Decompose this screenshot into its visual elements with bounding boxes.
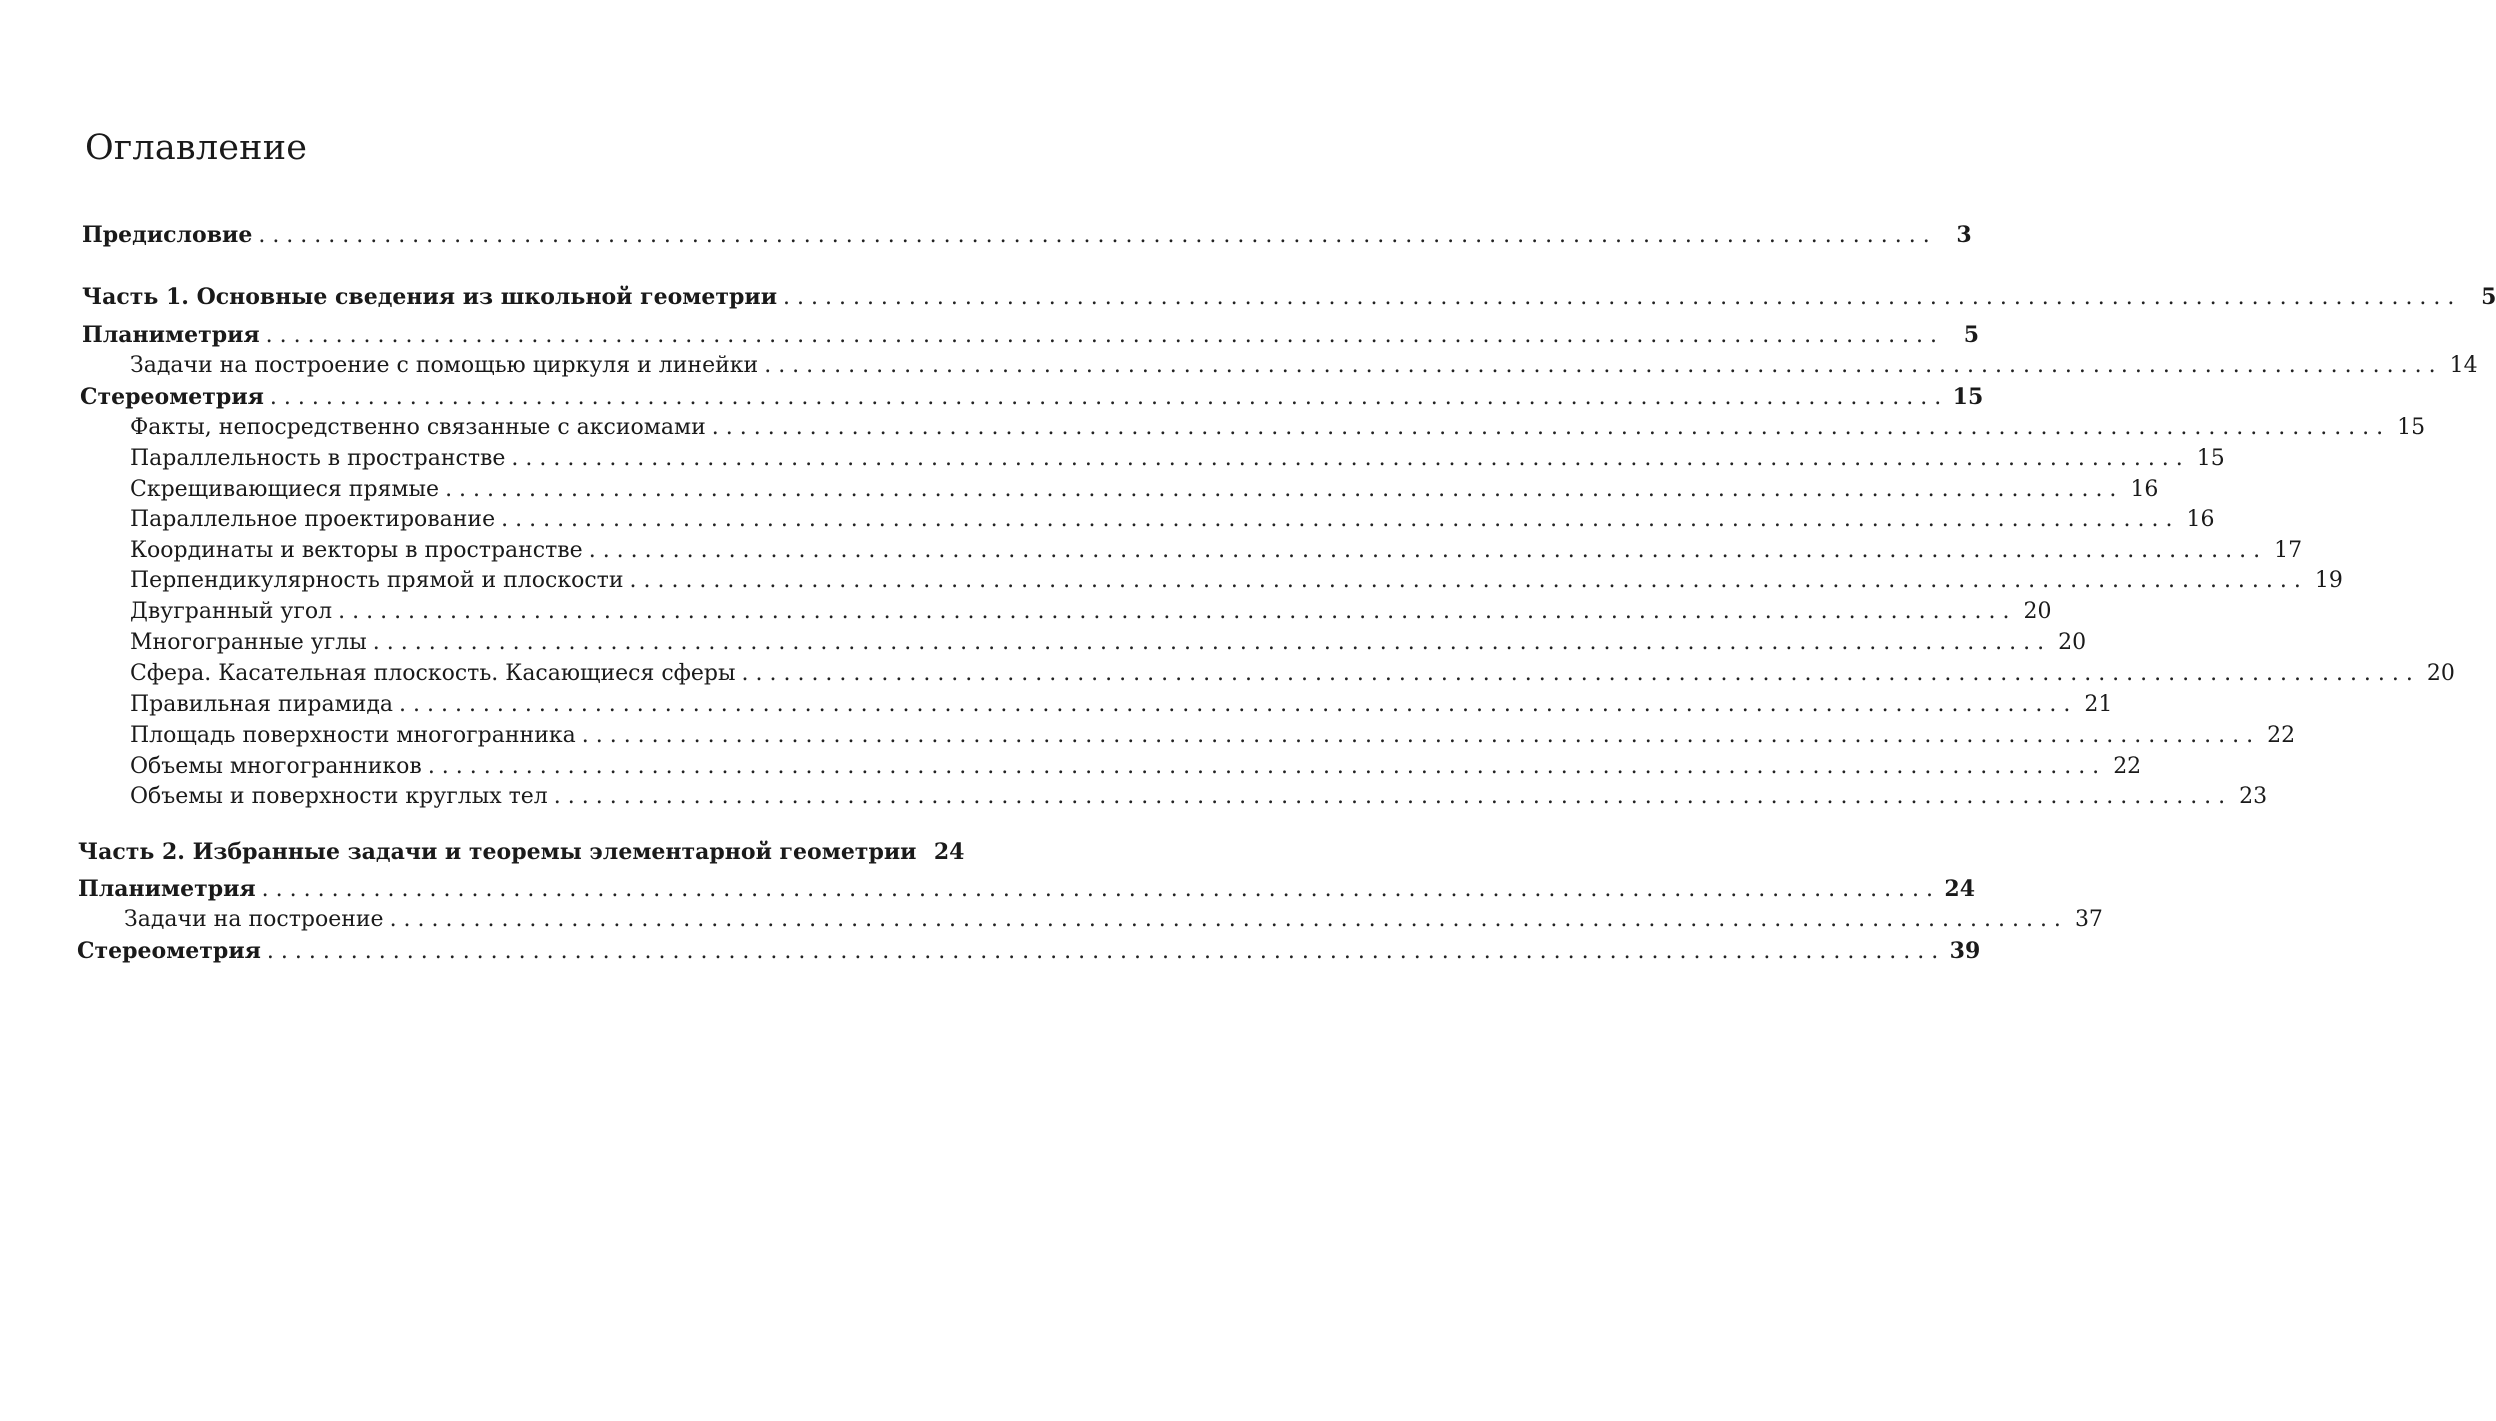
toc-entry-skew-lines[interactable] (130, 475, 2159, 505)
leader-dots: . . . . . . . . . . . . . . . . . . . . . . . . . . . . . . . . . . . . . . . . . . . . . . . . . . . . . . . . . . . . . . . . . . . . . . . . . . . . . . . . . . . . . . . . . . . . . . . . . . . . . . . . . . . . . . . . . . . . . . . . (741, 661, 2413, 686)
toc-entry-label: Планиметрия (82, 322, 260, 348)
leader-dots: . . . . . . . . . . . . . . . . . . . . . . . . . . . . . . . . . . . . . . . . . . . . . . . . . . . . . . . . . . . . . . . . . . . . . . . . . . . . . . . . . . . . . . . . . . . . . . . . . . . . . . . . . . . . . . . . . . . . . . . . (783, 285, 2455, 310)
toc-entry-page: 20 (2023, 599, 2052, 624)
toc-entry-page: 22 (2113, 754, 2142, 779)
toc-entry-coordinates-vectors[interactable] (130, 536, 2303, 566)
leader-dots: . . . . . . . . . . . . . . . . . . . . . . . . . . . . . . . . . . . . . . . . . . . . . . . . . . . . . . . . . . . . . . . . . . . . . . . . . . . . . . . . . . . . . . . . . . . . . . . . . . . . . . . . . . . . . . . . . . . . . . . . (258, 223, 1930, 248)
leader-dots: . . . . . . . . . . . . . . . . . . . . . . . . . . . . . . . . . . . . . . . . . . . . . . . . . . . . . . . . . . . . . . . . . . . . . . . . . . . . . . . . . . . . . . . . . . . . . . . . . . . . . . . . . . . . . . . . . . . . . . . . (588, 538, 2261, 563)
toc-entry-label: Скрещивающиеся прямые (130, 477, 440, 502)
toc-entry-page: 22 (2267, 723, 2296, 748)
toc-entry-page: 5 (1963, 322, 1980, 348)
toc-entry-page: 24 (933, 839, 965, 865)
toc-entry-label: Параллельное проектирование (130, 507, 496, 532)
toc-entry-label: Двугранный угол (130, 599, 333, 624)
toc-entry-label: Координаты и векторы в пространстве (130, 538, 583, 563)
toc-entry-part-1[interactable] (82, 282, 2496, 312)
toc-entry-polyhedral-angles[interactable] (130, 628, 2087, 658)
toc-entry-page: 16 (2186, 507, 2215, 532)
toc-entry-planimetry-2[interactable] (78, 874, 1976, 904)
leader-dots: . . . . . . . . . . . . . . . . . . . . . . . . . . . . . . . . . . . . . . . . . . . . . . . . . . . . . . . . . . . . . . . . . . . . . . . . . . . . . . . . . . . . . . . . . . . . . . . . . . . . . . . . . . . . . . . . . . . . . . . . (764, 353, 2436, 378)
toc-entry-construction-compass[interactable] (130, 351, 2478, 381)
leader-dots: . . . . . . . . . . . . . . . . . . . . . . . . . . . . . . . . . . . . . . . . . . . . . . . . . . . . . . . . . . . . . . . . . . . . . . . . . . . . . . . . . . . . . . . . . . . . . . . . . . . . . . . . . . . . . . . . . . . . . . . . (389, 907, 2061, 932)
toc-entry-page: 5 (2481, 284, 2496, 310)
page-title: Оглавление (85, 128, 308, 168)
leader-dots: . . . . . . . . . . . . . . . . . . . . . . . . . . . . . . . . . . . . . . . . . . . . . . . . . . . . . . . . . . . . . . . . . . . . . . . . . . . . . . . . . . . . . . . . . . . . . . . . . . . . . . . . . . . . . . . . . . . . . . . . (399, 692, 2071, 717)
toc-entry-label: Планиметрия (78, 876, 256, 902)
toc-entry-parallel-projection[interactable] (130, 505, 2215, 535)
toc-entry-sphere[interactable] (130, 659, 2455, 689)
toc-entry-label: Перпендикулярность прямой и плоскости (130, 568, 624, 593)
toc-entry-page: 19 (2314, 568, 2343, 593)
leader-dots: . . . . . . . . . . . . . . . . . . . . . . . . . . . . . . . . . . . . . . . . . . . . . . . . . . . . . . . . . . . . . . . . . . . . . . . . . . . . . . . . . . . . . . . . . . . . . . . . . . . . . . . . . . . . . . . . . . . . . . . . (265, 323, 1938, 348)
leader-dots: . . . . . . . . . . . . . . . . . . . . . . . . . . . . . . . . . . . . . . . . . . . . . . . . . . . . . . . . . . . . . . . . . . . . . . . . . . . . . . . . . . . . . . . . . . . . . . . . . . . . . . . . . . . . . . . . . . . . . . . . (445, 477, 2117, 502)
toc-entry-page: 23 (2239, 784, 2268, 809)
toc-entry-label: Факты, непосредственно связанные с аксиомами (130, 415, 706, 440)
toc-entry-label: Правильная пирамида (130, 692, 394, 717)
toc-entry-label: Часть 2. Избранные задачи и теоремы элементарной геометрии (78, 839, 917, 865)
leader-dots: . . . . . . . . . . . . . . . . . . . . . . . . . . . . . . . . . . . . . . . . . . . . . . . . . . . . . . . . . . . . . . . . . . . . . . . . . . . . . . . . . . . . . . . . . . . . . . . . . . . . . . . . . . . . . . . . . . . . . . . . (427, 754, 2100, 779)
toc-entry-polyhedron-volumes[interactable] (130, 752, 2142, 782)
leader-dots: . . . . . . . . . . . . . . . . . . . . . . . . . . . . . . . . . . . . . . . . . . . . . . . . . . . . . . . . . . . . . . . . . . . . . . . . . . . . . . . . . . . . . . . . . . . . . . . . . . . . . . . . . . . . . . . . . . . . . . . . (581, 723, 2254, 748)
toc-entry-page: 24 (1944, 876, 1976, 902)
leader-dots: . . . . . . . . . . . . . . . . . . . . . . . . . . . . . . . . . . . . . . . . . . . . . . . . . . . . . . . . . . . . . . . . . . . . . . . . . . . . . . . . . . . . . . . . . . . . . . . . . . . . . . . . . . . . . . . . . . . . . . . . (338, 599, 2010, 624)
toc-entry-label: Часть 1. Основные сведения из школьной геометрии (82, 284, 778, 310)
leader-dots: . . . . . . . . . . . . . . . . . . . . . . . . . . . . . . . . . . . . . . . . . . . . . . . . . . . . . . . . . . . . . . . . . . . . . . . . . . . . . . . . . . . . . . . . . . . . . . . . . . . . . . . . . . . . . . . . . . . . . . . . (269, 385, 1942, 410)
toc-entry-page: 16 (2130, 477, 2159, 502)
toc-entry-round-bodies[interactable] (130, 782, 2268, 812)
toc-entry-stereometry-2[interactable] (77, 936, 1981, 966)
leader-dots: . . . . . . . . . . . . . . . . . . . . . . . . . . . . . . . . . . . . . . . . . . . . . . . . . . . . . . . . . . . . . . . . . . . . . . . . . . . . . . . . . . . . . . . . . . . . . . . . . . . . . . . . . . . . . . . . . . . . . . . . (266, 939, 1939, 964)
toc-entry-planimetry-1[interactable] (82, 320, 1980, 350)
toc-entry-page: 15 (2397, 415, 2426, 440)
toc-entry-page: 20 (2058, 630, 2087, 655)
toc-entry-label: Сфера. Касательная плоскость. Касающиеся сферы (130, 661, 736, 686)
toc-entry-construction[interactable] (124, 905, 2103, 935)
toc-entry-parallelism[interactable] (130, 444, 2225, 474)
toc-entry-page: 39 (1949, 938, 1981, 964)
toc-entry-perpendicularity[interactable] (130, 566, 2343, 596)
toc-entry-label: Предисловие (82, 222, 253, 248)
leader-dots: . . . . . . . . . . . . . . . . . . . . . . . . . . . . . . . . . . . . . . . . . . . . . . . . . . . . . . . . . . . . . . . . . . . . . . . . . . . . . . . . . . . . . . . . . . . . . . . . . . . . . . . . . . . . . . . . . . . . . . . . (511, 446, 2183, 471)
toc-entry-regular-pyramid[interactable] (130, 690, 2113, 720)
toc-entry-label: Многогранные углы (130, 630, 367, 655)
leader-dots: . . . . . . . . . . . . . . . . . . . . . . . . . . . . . . . . . . . . . . . . . . . . . . . . . . . . . . . . . . . . . . . . . . . . . . . . . . . . . . . . . . . . . . . . . . . . . . . . . . . . . . . . . . . . . . . . . . . . . . . . (501, 507, 2173, 532)
toc-entry-label: Задачи на построение (124, 907, 384, 932)
leader-dots: . . . . . . . . . . . . . . . . . . . . . . . . . . . . . . . . . . . . . . . . . . . . . . . . . . . . . . . . . . . . . . . . . . . . . . . . . . . . . . . . . . . . . . . . . . . . . . . . . . . . . . . . . . . . . . . . . . . . . . . . (372, 630, 2045, 655)
leader-dots: . . . . . . . . . . . . . . . . . . . . . . . . . . . . . . . . . . . . . . . . . . . . . . . . . . . . . . . . . . . . . . . . . . . . . . . . . . . . . . . . . . . . . . . . . . . . . . . . . . . . . . . . . . . . . . . . . . . . . . . . (629, 568, 2301, 593)
leader-dots: . . . . . . . . . . . . . . . . . . . . . . . . . . . . . . . . . . . . . . . . . . . . . . . . . . . . . . . . . . . . . . . . . . . . . . . . . . . . . . . . . . . . . . . . . . . . . . . . . . . . . . . . . . . . . . . . . . . . . . . . (261, 877, 1934, 902)
toc-entry-polyhedron-surface[interactable] (130, 721, 2296, 751)
toc-entry-label: Параллельность в пространстве (130, 446, 506, 471)
toc-entry-page: 15 (1952, 384, 1984, 410)
toc-entry-label: Объемы многогранников (130, 754, 422, 779)
toc-entry-stereometry-1[interactable] (80, 382, 1984, 412)
toc-entry-page: 37 (2074, 907, 2103, 932)
toc-entry-page: 15 (2196, 446, 2225, 471)
toc-entry-page: 17 (2274, 538, 2303, 563)
toc-entry-axioms[interactable] (130, 413, 2426, 443)
toc-entry-dihedral-angle[interactable] (130, 597, 2052, 627)
toc-entry-page: 20 (2426, 661, 2455, 686)
toc-entry-preface[interactable] (82, 220, 1972, 250)
toc-entry-page: 3 (1956, 222, 1972, 248)
leader-dots: . . . . . . . . . . . . . . . . . . . . . . . . . . . . . . . . . . . . . . . . . . . . . . . . . . . . . . . . . . . . . . . . . . . . . . . . . . . . . . . . . . . . . . . . . . . . . . . . . . . . . . . . . . . . . . . . . . . . . . . . (711, 415, 2384, 440)
toc-entry-label: Стереометрия (80, 384, 264, 410)
toc-entry-part-2[interactable] (78, 837, 965, 867)
toc-entry-label: Площадь поверхности многогранника (130, 723, 576, 748)
toc-entry-label: Стереометрия (77, 938, 261, 964)
toc-entry-page: 21 (2084, 692, 2113, 717)
toc-entry-label: Задачи на построение с помощью циркуля и линейки (130, 353, 759, 378)
toc-entry-page: 14 (2449, 353, 2478, 378)
toc-entry-label: Объемы и поверхности круглых тел (130, 784, 548, 809)
leader-dots: . . . . . . . . . . . . . . . . . . . . . . . . . . . . . . . . . . . . . . . . . . . . . . . . . . . . . . . . . . . . . . . . . . . . . . . . . . . . . . . . . . . . . . . . . . . . . . . . . . . . . . . . . . . . . . . . . . . . . . . . (553, 784, 2226, 809)
